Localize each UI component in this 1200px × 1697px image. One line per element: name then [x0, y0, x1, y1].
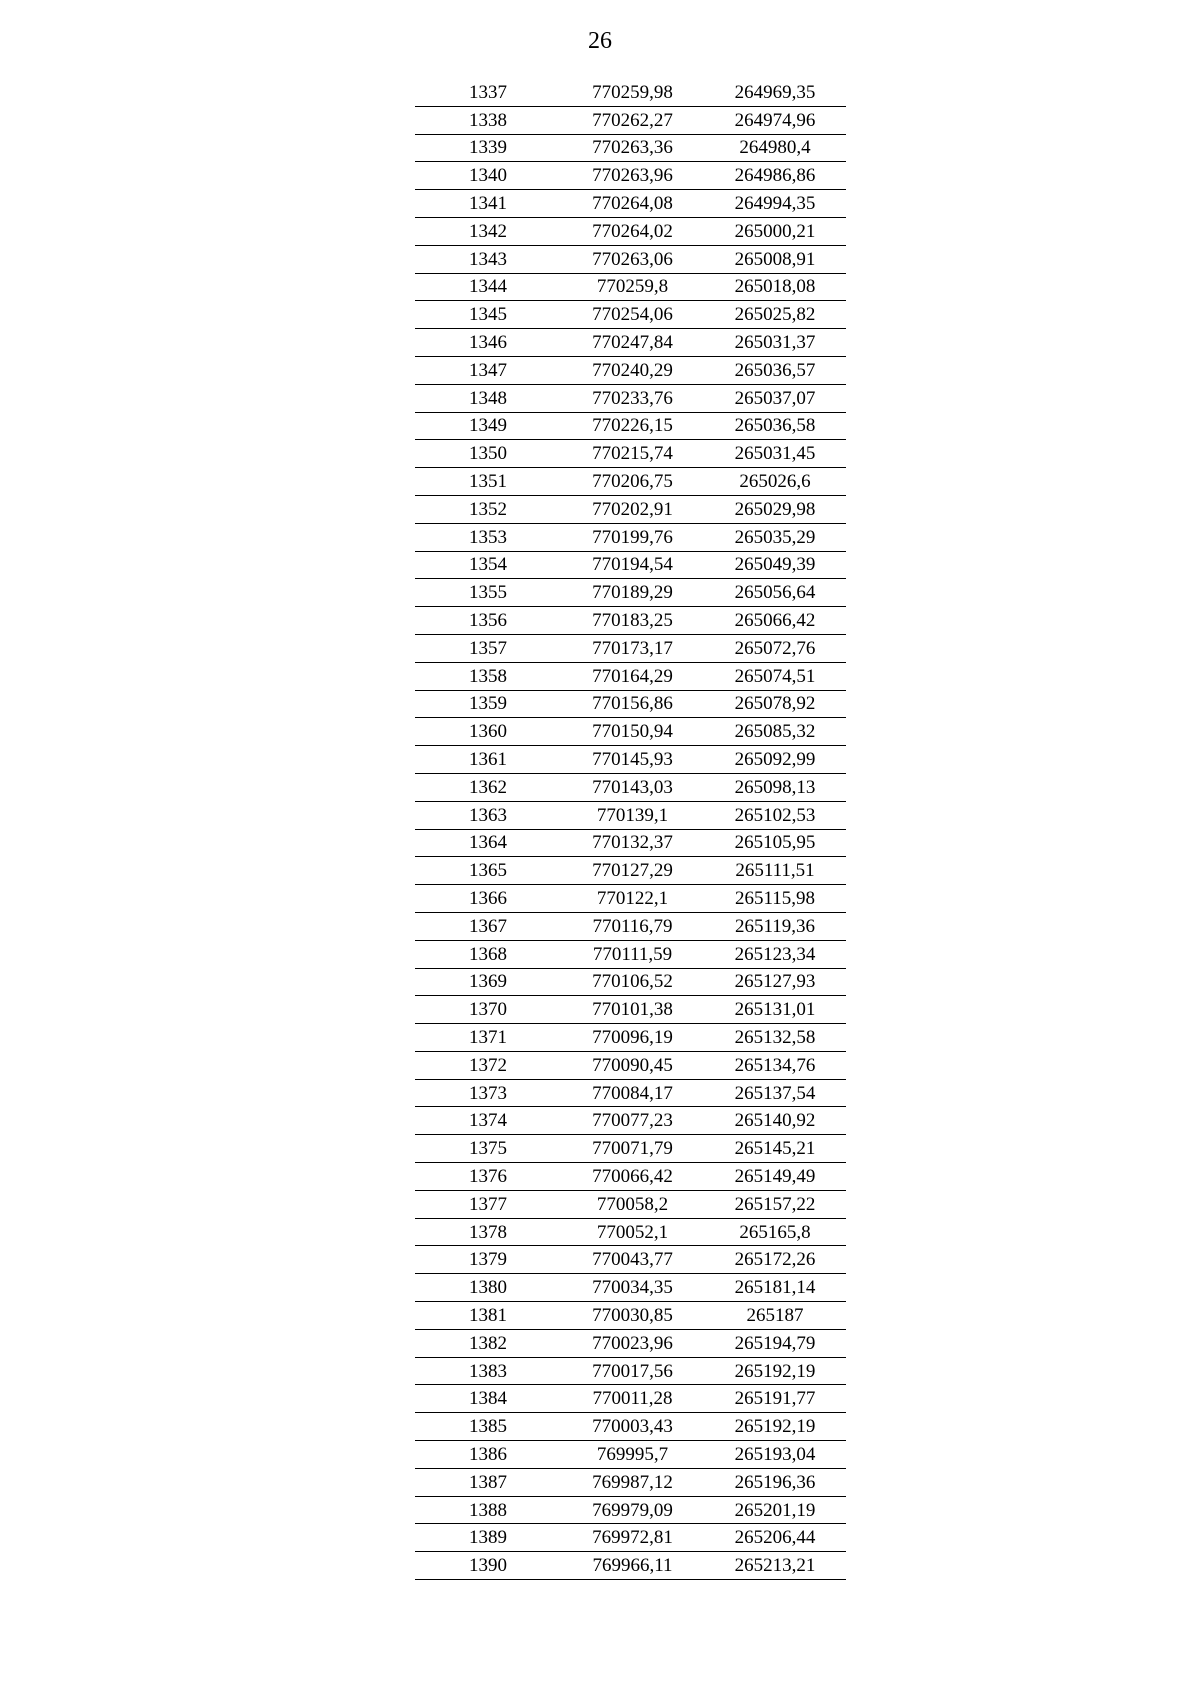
x-coordinate-cell: 770043,77: [561, 1246, 704, 1274]
x-coordinate-cell: 770263,96: [561, 162, 704, 190]
point-number-cell: 1341: [415, 190, 561, 218]
point-number-cell: 1383: [415, 1357, 561, 1385]
x-coordinate-cell: 770206,75: [561, 468, 704, 496]
y-coordinate-cell: 265098,13: [704, 773, 846, 801]
x-coordinate-cell: 770262,27: [561, 106, 704, 134]
y-coordinate-cell: 265056,64: [704, 579, 846, 607]
y-coordinate-cell: 265196,36: [704, 1468, 846, 1496]
point-number-cell: 1380: [415, 1274, 561, 1302]
point-number-cell: 1349: [415, 412, 561, 440]
y-coordinate-cell: 264986,86: [704, 162, 846, 190]
point-number-cell: 1378: [415, 1218, 561, 1246]
table-row: [415, 746, 846, 774]
x-coordinate-cell: 770071,79: [561, 1135, 704, 1163]
table-row: [415, 690, 846, 718]
table-row: [415, 579, 846, 607]
point-number-cell: 1347: [415, 356, 561, 384]
x-coordinate-cell: 770122,1: [561, 885, 704, 913]
x-coordinate-cell: 770194,54: [561, 551, 704, 579]
x-coordinate-cell: 770264,02: [561, 217, 704, 245]
table-row: [415, 662, 846, 690]
x-coordinate-cell: 770052,1: [561, 1218, 704, 1246]
point-number-cell: 1372: [415, 1051, 561, 1079]
y-coordinate-cell: 265031,37: [704, 329, 846, 357]
table-row: [415, 1496, 846, 1524]
y-coordinate-cell: 265127,93: [704, 968, 846, 996]
x-coordinate-cell: 770226,15: [561, 412, 704, 440]
x-coordinate-cell: 770106,52: [561, 968, 704, 996]
table-row: [415, 1524, 846, 1552]
y-coordinate-cell: 265036,57: [704, 356, 846, 384]
table-row: [415, 162, 846, 190]
table-row: [415, 356, 846, 384]
table-row: [415, 551, 846, 579]
y-coordinate-cell: 265115,98: [704, 885, 846, 913]
y-coordinate-cell: 265194,79: [704, 1329, 846, 1357]
point-number-cell: 1388: [415, 1496, 561, 1524]
table-row: [415, 885, 846, 913]
x-coordinate-cell: 770145,93: [561, 746, 704, 774]
y-coordinate-cell: 265102,53: [704, 801, 846, 829]
table-row: [415, 495, 846, 523]
x-coordinate-cell: 770156,86: [561, 690, 704, 718]
y-coordinate-cell: 265181,14: [704, 1274, 846, 1302]
x-coordinate-cell: 770150,94: [561, 718, 704, 746]
table-row: [415, 1274, 846, 1302]
table-row: [415, 829, 846, 857]
point-number-cell: 1375: [415, 1135, 561, 1163]
point-number-cell: 1355: [415, 579, 561, 607]
y-coordinate-cell: 265193,04: [704, 1441, 846, 1469]
y-coordinate-cell: 265049,39: [704, 551, 846, 579]
table-row: [415, 412, 846, 440]
table-row: [415, 996, 846, 1024]
x-coordinate-cell: 769979,09: [561, 1496, 704, 1524]
x-coordinate-cell: 770030,85: [561, 1302, 704, 1330]
x-coordinate-cell: 770263,06: [561, 245, 704, 273]
table-row: [415, 718, 846, 746]
y-coordinate-cell: 265119,36: [704, 912, 846, 940]
table-row: [415, 468, 846, 496]
table-row: [415, 1218, 846, 1246]
x-coordinate-cell: 770173,17: [561, 634, 704, 662]
point-number-cell: 1360: [415, 718, 561, 746]
y-coordinate-cell: 265134,76: [704, 1051, 846, 1079]
point-number-cell: 1345: [415, 301, 561, 329]
y-coordinate-cell: 264994,35: [704, 190, 846, 218]
x-coordinate-cell: 770017,56: [561, 1357, 704, 1385]
point-number-cell: 1363: [415, 801, 561, 829]
y-coordinate-cell: 265018,08: [704, 273, 846, 301]
point-number-cell: 1381: [415, 1302, 561, 1330]
point-number-cell: 1376: [415, 1163, 561, 1191]
y-coordinate-cell: 264969,35: [704, 79, 846, 106]
point-number-cell: 1367: [415, 912, 561, 940]
point-number-cell: 1387: [415, 1468, 561, 1496]
table-row: [415, 1163, 846, 1191]
x-coordinate-cell: 770233,76: [561, 384, 704, 412]
point-number-cell: 1346: [415, 329, 561, 357]
y-coordinate-cell: 265035,29: [704, 523, 846, 551]
y-coordinate-cell: 265132,58: [704, 1024, 846, 1052]
table-row: [415, 940, 846, 968]
table-row: [415, 1357, 846, 1385]
x-coordinate-cell: 770058,2: [561, 1190, 704, 1218]
table-row: [415, 190, 846, 218]
point-number-cell: 1353: [415, 523, 561, 551]
table-row: [415, 134, 846, 162]
x-coordinate-cell: 770077,23: [561, 1107, 704, 1135]
x-coordinate-cell: 770164,29: [561, 662, 704, 690]
table-row: [415, 440, 846, 468]
point-number-cell: 1374: [415, 1107, 561, 1135]
y-coordinate-cell: 265031,45: [704, 440, 846, 468]
y-coordinate-cell: 265187: [704, 1302, 846, 1330]
x-coordinate-cell: 770034,35: [561, 1274, 704, 1302]
x-coordinate-cell: 770215,74: [561, 440, 704, 468]
table-row: [415, 607, 846, 635]
point-number-cell: 1364: [415, 829, 561, 857]
x-coordinate-cell: 770111,59: [561, 940, 704, 968]
x-coordinate-cell: 770023,96: [561, 1329, 704, 1357]
table-row: [415, 1190, 846, 1218]
point-number-cell: 1358: [415, 662, 561, 690]
x-coordinate-cell: 770090,45: [561, 1051, 704, 1079]
y-coordinate-cell: 265074,51: [704, 662, 846, 690]
point-number-cell: 1356: [415, 607, 561, 635]
point-number-cell: 1350: [415, 440, 561, 468]
y-coordinate-cell: 265145,21: [704, 1135, 846, 1163]
x-coordinate-cell: 770066,42: [561, 1163, 704, 1191]
x-coordinate-cell: 770189,29: [561, 579, 704, 607]
y-coordinate-cell: 265201,19: [704, 1496, 846, 1524]
point-number-cell: 1351: [415, 468, 561, 496]
point-number-cell: 1368: [415, 940, 561, 968]
table-row: [415, 1413, 846, 1441]
point-number-cell: 1338: [415, 106, 561, 134]
table-row: [415, 968, 846, 996]
x-coordinate-cell: 770263,36: [561, 134, 704, 162]
point-number-cell: 1344: [415, 273, 561, 301]
y-coordinate-cell: 265192,19: [704, 1357, 846, 1385]
y-coordinate-cell: 265123,34: [704, 940, 846, 968]
y-coordinate-cell: 265213,21: [704, 1552, 846, 1580]
y-coordinate-cell: 265066,42: [704, 607, 846, 635]
y-coordinate-cell: 265131,01: [704, 996, 846, 1024]
y-coordinate-cell: 265105,95: [704, 829, 846, 857]
x-coordinate-cell: 770003,43: [561, 1413, 704, 1441]
x-coordinate-cell: 770199,76: [561, 523, 704, 551]
table-row: [415, 1468, 846, 1496]
y-coordinate-cell: 265026,6: [704, 468, 846, 496]
table-row: [415, 1329, 846, 1357]
point-number-cell: 1361: [415, 746, 561, 774]
table-row: [415, 1302, 846, 1330]
table-row: [415, 773, 846, 801]
point-number-cell: 1390: [415, 1552, 561, 1580]
table-row: [415, 912, 846, 940]
y-coordinate-cell: 265165,8: [704, 1218, 846, 1246]
point-number-cell: 1369: [415, 968, 561, 996]
y-coordinate-cell: 265037,07: [704, 384, 846, 412]
y-coordinate-cell: 265085,32: [704, 718, 846, 746]
x-coordinate-cell: 770264,08: [561, 190, 704, 218]
y-coordinate-cell: 265191,77: [704, 1385, 846, 1413]
x-coordinate-cell: 769972,81: [561, 1524, 704, 1552]
table-row: [415, 1079, 846, 1107]
point-number-cell: 1337: [415, 79, 561, 106]
table-row: [415, 1552, 846, 1580]
point-number-cell: 1384: [415, 1385, 561, 1413]
y-coordinate-cell: 265140,92: [704, 1107, 846, 1135]
y-coordinate-cell: 265149,49: [704, 1163, 846, 1191]
table-row: [415, 1246, 846, 1274]
coordinates-table-body: [415, 79, 846, 1580]
table-row: [415, 857, 846, 885]
point-number-cell: 1357: [415, 634, 561, 662]
point-number-cell: 1362: [415, 773, 561, 801]
y-coordinate-cell: 265025,82: [704, 301, 846, 329]
x-coordinate-cell: 770183,25: [561, 607, 704, 635]
point-number-cell: 1371: [415, 1024, 561, 1052]
x-coordinate-cell: 770240,29: [561, 356, 704, 384]
table-row: [415, 384, 846, 412]
x-coordinate-cell: 770143,03: [561, 773, 704, 801]
table-row: [415, 801, 846, 829]
point-number-cell: 1379: [415, 1246, 561, 1274]
point-number-cell: 1389: [415, 1524, 561, 1552]
point-number-cell: 1382: [415, 1329, 561, 1357]
y-coordinate-cell: 265172,26: [704, 1246, 846, 1274]
coordinates-table: [415, 79, 846, 1580]
point-number-cell: 1386: [415, 1441, 561, 1469]
table-row: [415, 79, 846, 106]
x-coordinate-cell: 769995,7: [561, 1441, 704, 1469]
y-coordinate-cell: 265072,76: [704, 634, 846, 662]
table-row: [415, 1135, 846, 1163]
table-row: [415, 523, 846, 551]
x-coordinate-cell: 770259,8: [561, 273, 704, 301]
point-number-cell: 1373: [415, 1079, 561, 1107]
table-row: [415, 1107, 846, 1135]
y-coordinate-cell: 265092,99: [704, 746, 846, 774]
point-number-cell: 1342: [415, 217, 561, 245]
point-number-cell: 1343: [415, 245, 561, 273]
y-coordinate-cell: 265192,19: [704, 1413, 846, 1441]
y-coordinate-cell: 264980,4: [704, 134, 846, 162]
y-coordinate-cell: 265206,44: [704, 1524, 846, 1552]
y-coordinate-cell: 265137,54: [704, 1079, 846, 1107]
y-coordinate-cell: 264974,96: [704, 106, 846, 134]
x-coordinate-cell: 770254,06: [561, 301, 704, 329]
point-number-cell: 1370: [415, 996, 561, 1024]
y-coordinate-cell: 265157,22: [704, 1190, 846, 1218]
table-row: [415, 273, 846, 301]
point-number-cell: 1352: [415, 495, 561, 523]
x-coordinate-cell: 770116,79: [561, 912, 704, 940]
x-coordinate-cell: 769987,12: [561, 1468, 704, 1496]
point-number-cell: 1340: [415, 162, 561, 190]
table-row: [415, 329, 846, 357]
y-coordinate-cell: 265029,98: [704, 495, 846, 523]
x-coordinate-cell: 770259,98: [561, 79, 704, 106]
x-coordinate-cell: 770139,1: [561, 801, 704, 829]
x-coordinate-cell: 770011,28: [561, 1385, 704, 1413]
x-coordinate-cell: 770096,19: [561, 1024, 704, 1052]
y-coordinate-cell: 265008,91: [704, 245, 846, 273]
table-row: [415, 217, 846, 245]
point-number-cell: 1354: [415, 551, 561, 579]
table-row: [415, 1024, 846, 1052]
point-number-cell: 1339: [415, 134, 561, 162]
x-coordinate-cell: 770084,17: [561, 1079, 704, 1107]
x-coordinate-cell: 770132,37: [561, 829, 704, 857]
y-coordinate-cell: 265000,21: [704, 217, 846, 245]
x-coordinate-cell: 770247,84: [561, 329, 704, 357]
table-row: [415, 1441, 846, 1469]
x-coordinate-cell: 769966,11: [561, 1552, 704, 1580]
table-row: [415, 106, 846, 134]
x-coordinate-cell: 770127,29: [561, 857, 704, 885]
point-number-cell: 1365: [415, 857, 561, 885]
point-number-cell: 1377: [415, 1190, 561, 1218]
page-number: 26: [588, 28, 612, 54]
point-number-cell: 1348: [415, 384, 561, 412]
table-row: [415, 245, 846, 273]
y-coordinate-cell: 265078,92: [704, 690, 846, 718]
table-row: [415, 1385, 846, 1413]
x-coordinate-cell: 770101,38: [561, 996, 704, 1024]
x-coordinate-cell: 770202,91: [561, 495, 704, 523]
point-number-cell: 1366: [415, 885, 561, 913]
table-row: [415, 634, 846, 662]
point-number-cell: 1359: [415, 690, 561, 718]
y-coordinate-cell: 265111,51: [704, 857, 846, 885]
y-coordinate-cell: 265036,58: [704, 412, 846, 440]
table-row: [415, 1051, 846, 1079]
point-number-cell: 1385: [415, 1413, 561, 1441]
table-row: [415, 301, 846, 329]
